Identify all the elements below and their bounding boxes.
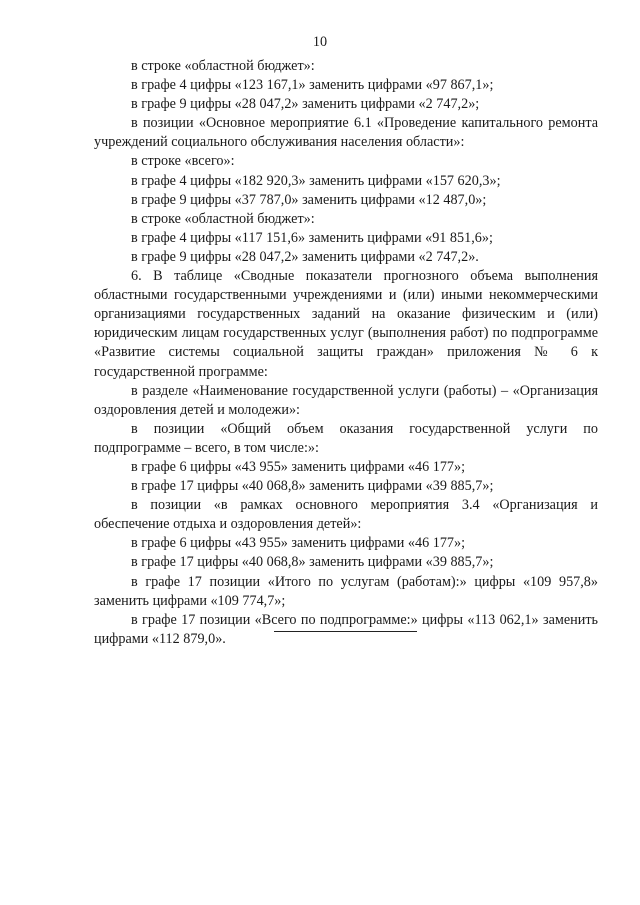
paragraph: в разделе «Наименование государственной услуги (работы) – «Организация оздоровления детей и молодежи»: [94, 382, 598, 418]
document-body [94, 57, 598, 649]
paragraph: в графе 9 цифры «28 047,2» заменить цифрами «2 747,2»; [131, 96, 480, 113]
paragraph: в строке «областной бюджет»: [131, 210, 315, 227]
paragraph: в строке «областной бюджет»: [131, 58, 315, 74]
paragraph: 6. В таблице «Сводные показатели прогнозного объема выполнения областными государственными учреждениями и (или) иными некоммерческими организациями государственных заданий на оказание физическим и (или) юридическим лицам государственных услуг (выполнения работ) по подпрограмме «Развитие системы социальной защиты граждан» приложения № 6 к государственной программе: [94, 268, 598, 380]
separator-line [274, 631, 417, 632]
paragraph: в графе 4 цифры «182 920,3» заменить цифрами «157 620,3»; [131, 172, 501, 189]
paragraph: в графе 17 позиции «Итого по услугам (работам):» цифры «109 957,8» заменить цифрами «109 774,7»; [94, 573, 598, 609]
page-number: 10 [312, 34, 328, 50]
paragraph: в графе 4 цифры «117 151,6» заменить цифрами «91 851,6»; [131, 229, 493, 246]
paragraph: в графе 17 позиции «Всего по подпрограмме:» цифры «113 062,1» заменить цифрами «112 879,0». [94, 611, 598, 647]
paragraph: в графе 6 цифры «43 955» заменить цифрами «46 177»; [131, 535, 466, 552]
paragraph: в позиции «Основное мероприятие 6.1 «Проведение капитального ремонта учреждений социального обслуживания населения области»: [94, 115, 598, 151]
paragraph: в графе 9 цифры «28 047,2» заменить цифрами «2 747,2». [131, 248, 479, 265]
paragraph: в позиции «Общий объем оказания государственной услуги по подпрограмме – всего, в том числе:»: [94, 420, 598, 456]
paragraph: в строке «всего»: [131, 153, 235, 170]
paragraph: в графе 9 цифры «37 787,0» заменить цифрами «12 487,0»; [131, 191, 487, 208]
paragraph: в графе 17 цифры «40 068,8» заменить цифрами «39 885,7»; [131, 478, 494, 495]
paragraph: в графе 17 цифры «40 068,8» заменить цифрами «39 885,7»; [131, 554, 494, 571]
paragraph: в позиции «в рамках основного мероприятия 3.4 «Организация и обеспечение отдыха и оздоровления детей»: [94, 497, 598, 533]
paragraph: в графе 6 цифры «43 955» заменить цифрами «46 177»; [131, 458, 466, 475]
paragraph: в графе 4 цифры «123 167,1» заменить цифрами «97 867,1»; [131, 77, 494, 94]
